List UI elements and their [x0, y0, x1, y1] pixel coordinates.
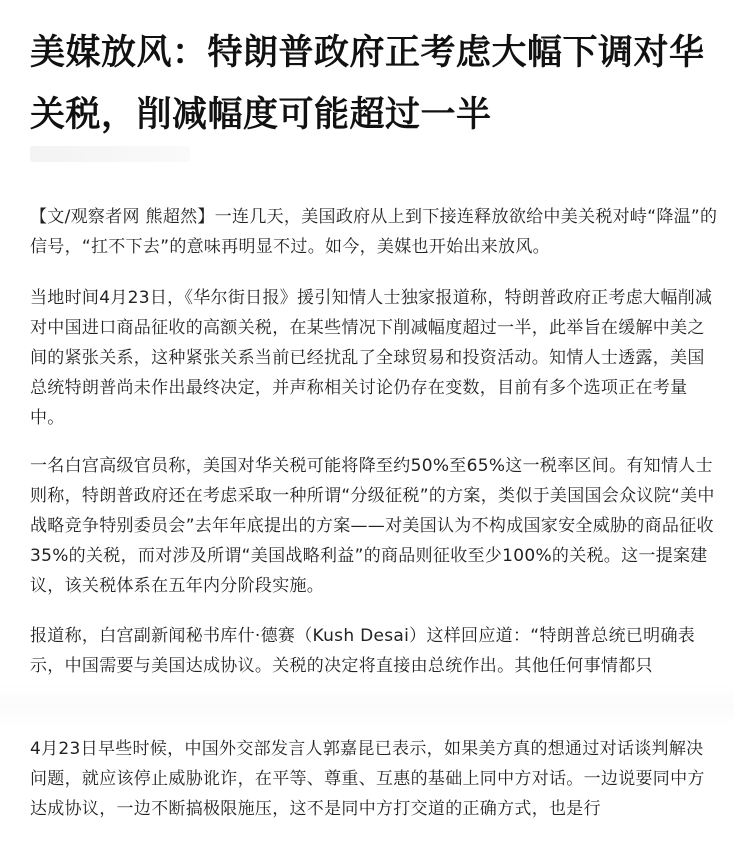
article-meta-placeholder	[30, 146, 190, 162]
article-paragraph: 一名白宫高级官员称，美国对华关税可能将降至约50%至65%这一税率区间。有知情人士则称，特朗普政府还在考虑采取一种所谓“分级征税”的方案，类似于美国国会众议院“美中战略竞争特别委员会”去年年底提出的方案——对美国认为不构成国家安全威胁的商品征收35%的关税，而对涉及所谓“美国战略利益”的商品则征收至少100%的关税。这一提案建议，该关税体系在五年内分阶段实施。	[30, 456, 715, 596]
article-paragraph: 4月23日早些时候，中国外交部发言人郭嘉昆已表示，如果美方真的想通过对话谈判解决问题，就应该停止威胁讹诈，在平等、尊重、互惠的基础上同中方对话。一边说要同中方达成协议，一边不断搞极限施压，这不是同中方打交道的正确方式，也是行	[30, 739, 705, 819]
article-paragraph: 报道称，白宫副新闻秘书库什·德赛（Kush Desai）这样回应道：“特朗普总统已明确表示，中国需要与美国达成协议。关税的决定将直接由总统作出。其他任何事情都只	[30, 626, 696, 676]
content-gap	[0, 684, 734, 728]
article-title: 美媒放风：特朗普政府正考虑大幅下调对华关税，削减幅度可能超过一半	[30, 33, 705, 135]
article-paragraph: 当地时间4月23日，《华尔街日报》援引知情人士独家报道称，特朗普政府正考虑大幅削减对中国进口商品征收的高额关税，在某些情况下削减幅度超过一半，此举旨在缓解中美之间的紧张关系，这种紧张关系当前已经扰乱了全球贸易和投资活动。知情人士透露，美国总统特朗普尚未作出最终决定，并声称相关讨论仍存在变数，目前有多个选项正在考量中。	[30, 288, 713, 428]
article-paragraph: 【文/观察者网 熊超然】一连几天，美国政府从上到下接连释放欲给中美关税对峙“降温”的信号，“扛不下去”的意味再明显不过。如今，美媒也开始出来放风。	[30, 207, 718, 257]
